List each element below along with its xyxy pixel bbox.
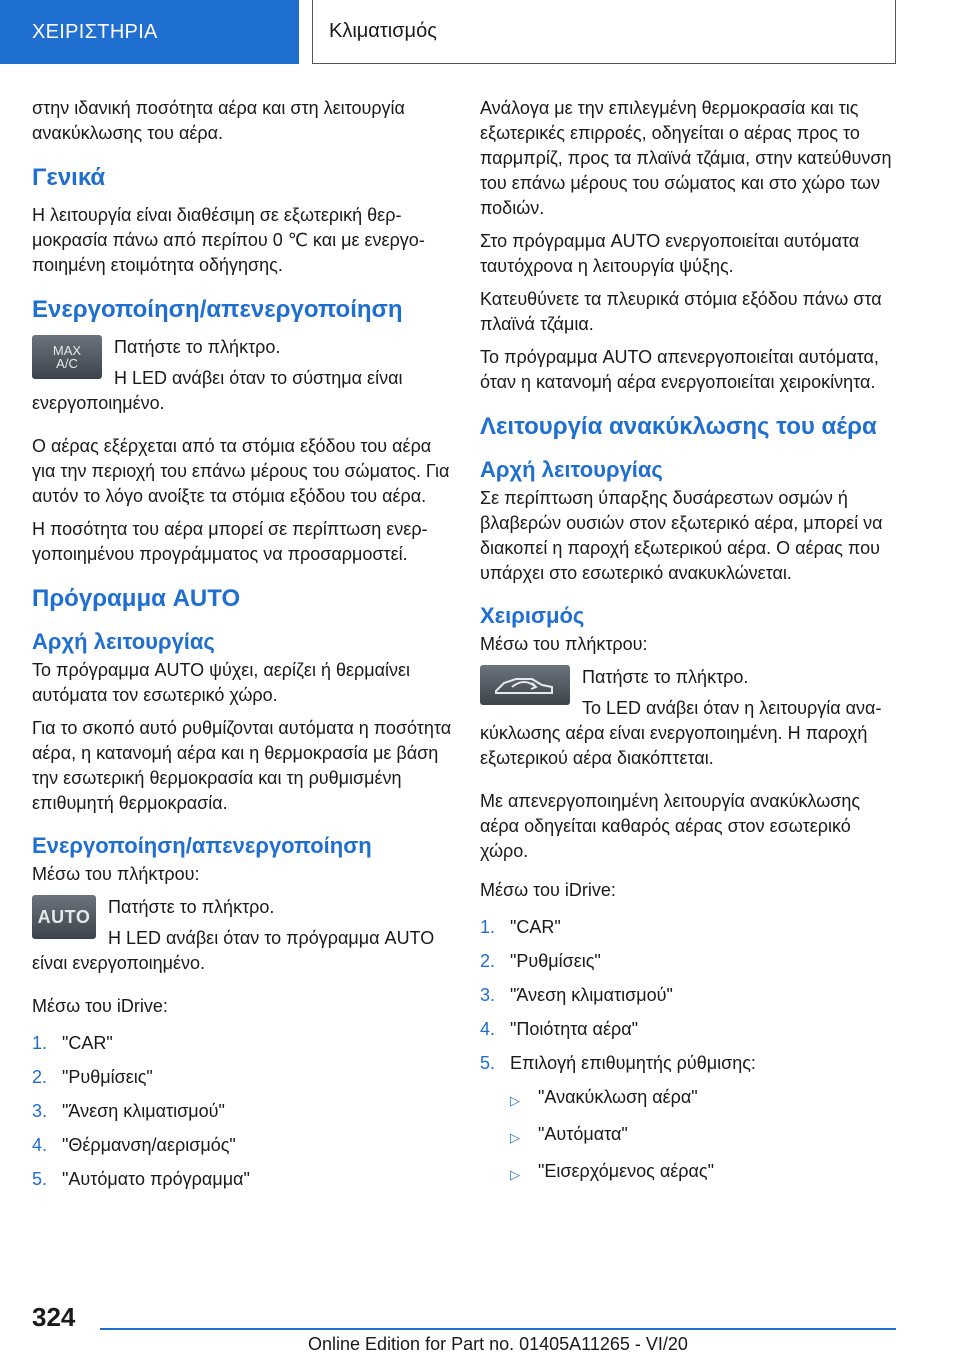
step-text: "Άνεση κλιματισμού" xyxy=(510,985,673,1005)
paragraph: Με απενεργοποιημένη λειτουργία ανακύκλωσης αέρα οδηγείται καθαρός αέρας στον εσωτερικό χώρο. xyxy=(480,791,861,861)
triangle-bullet-icon: ▷ xyxy=(510,1167,520,1182)
paragraph: Η λειτουργία είναι διαθέσιμη σε εξωτερική θερμοκρασία πάνω από περίπου 0 ℃ και με ενεργοποιημένη ετοιμότητα οδήγησης. xyxy=(32,205,425,275)
paragraph: Η LED ανάβει όταν το πρόγραμμα AUTO είναι ενεργοποιημένο. xyxy=(32,928,435,973)
list-item xyxy=(32,1167,452,1192)
step-number: 5. xyxy=(480,1053,496,1073)
list-item xyxy=(510,1159,900,1187)
list-item xyxy=(32,1065,452,1090)
paragraph: στην ιδανική ποσότητα αέρα και στη λειτουργία ανακύκλωσης του αέρα. xyxy=(32,98,405,143)
chapter-title: Κλιματισμός xyxy=(329,20,437,42)
list-item xyxy=(480,1017,900,1042)
paragraph: Το πρόγραμμα AUTO απενεργοποιείται αυτόματα, όταν η κατανομή αέρα ενεργοποιείται χειροκίνητα. xyxy=(480,347,879,392)
auto-label: AUTO xyxy=(37,906,91,927)
paragraph: Πατήστε το πλήκτρο. xyxy=(114,337,281,357)
step-text: "Ρυθμίσεις" xyxy=(510,951,601,971)
step-text: "Αυτόματο πρόγραμμα" xyxy=(62,1169,250,1189)
heading-general: Γενικά xyxy=(32,164,106,191)
step-number: 4. xyxy=(32,1135,48,1155)
step-number: 2. xyxy=(32,1067,48,1087)
step-text: "Ποιότητα αέρα" xyxy=(510,1019,639,1039)
heading-operation: Χειρισμός xyxy=(480,603,585,628)
paragraph: Το πρόγραμμα AUTO ψύχει, αερίζει ή θερμαίνει αυτόματα τον εσωτερικό χώρο. xyxy=(32,660,411,705)
paragraph: Στο πρόγραμμα AUTO ενεργοποιείται αυτόματα ταυτόχρονα η λειτουργία ψύξης. xyxy=(480,231,860,276)
heading-activation: Ενεργοποίηση/απενεργοποίηση xyxy=(32,833,372,858)
section-tab xyxy=(0,0,299,64)
paragraph: Πατήστε το πλήκτρο. xyxy=(582,667,749,687)
step-number: 2. xyxy=(480,951,496,971)
list-item xyxy=(510,1122,900,1150)
auto-button-block xyxy=(32,895,452,982)
paragraph: Ανάλογα με την επιλεγμένη θερμοκρασία και τις εξωτερικές επιρροές, οδηγείται ο αέρας προς το παρμπρίζ, προς τα πλαϊνά τζάμια, στην κατεύθυνση του επάνω μέρους του σώματος και στο χώρο των ποδιών. xyxy=(480,98,892,218)
step-number: 1. xyxy=(480,917,496,937)
recirculation-icon xyxy=(490,671,560,699)
step-text: Επιλογή επιθυμητής ρύθμισης: xyxy=(510,1053,756,1073)
step-text: "CAR" xyxy=(62,1033,113,1053)
idrive-steps-list xyxy=(480,915,900,1076)
step-text: "Άνεση κλιματισμού" xyxy=(62,1101,225,1121)
paragraph: Μέσω του iDrive: xyxy=(480,880,616,900)
paragraph: Ο αέρας εξέρχεται από τα στόμια εξόδου του αέρα για την περιοχή του επάνω μέρους του σώματος. Για αυτόν το λόγο ανοίξτε τα στόμια εξόδου του αέρα. xyxy=(32,436,450,506)
heading-auto-program: Πρόγραμμα AUTO xyxy=(32,585,241,612)
paragraph: Μέσω του πλήκτρου: xyxy=(480,634,648,654)
paragraph: Η LED ανάβει όταν το σύστημα είναι ενεργοποιημένο. xyxy=(32,368,403,413)
max-ac-button-icon xyxy=(32,335,102,379)
setting-options-list xyxy=(510,1085,900,1187)
section-title: ΧΕΙΡΙΣΤΗΡΙΑ xyxy=(32,20,158,43)
list-item xyxy=(32,1031,452,1056)
heading-activation: Ενεργοποίηση/απενεργοποίηση xyxy=(32,296,403,323)
step-number: 1. xyxy=(32,1033,48,1053)
list-item xyxy=(480,915,900,940)
heading-principle: Αρχή λειτουργίας xyxy=(480,457,663,482)
option-text: "Ανακύκλωση αέρα" xyxy=(538,1087,698,1107)
list-item xyxy=(32,1133,452,1158)
list-item xyxy=(510,1085,900,1113)
page-number: 324 xyxy=(32,1302,76,1332)
option-text: "Αυτόματα" xyxy=(538,1124,628,1144)
step-number: 4. xyxy=(480,1019,496,1039)
option-text: "Εισερχόμενος αέρας" xyxy=(538,1161,714,1181)
chapter-tab xyxy=(312,0,896,64)
max-ac-label: MAX A/C xyxy=(52,343,82,371)
step-number: 5. xyxy=(32,1169,48,1189)
heading-principle: Αρχή λειτουργίας xyxy=(32,629,215,654)
list-item xyxy=(480,1051,900,1076)
recirc-button-block xyxy=(480,665,900,777)
triangle-bullet-icon: ▷ xyxy=(510,1093,520,1108)
list-item xyxy=(32,1099,452,1124)
idrive-steps-list xyxy=(32,1031,452,1192)
paragraph: Για το σκοπό αυτό ρυθμίζονται αυτόματα η ποσότητα αέρα, η κατανομή αέρα και η θερμοκρασία με βάση την εσωτερική θερμοκρασία και τη ρυθμισμένη επιθυμητή θερμοκρασία. xyxy=(32,718,452,813)
paragraph: Κατευθύνετε τα πλευρικά στόμια εξόδου πάνω στα πλαϊνά τζάμια. xyxy=(480,289,882,334)
edition-note: Online Edition for Part no. 01405A11265 - VI/20 xyxy=(308,1334,688,1354)
step-text: "Ρυθμίσεις" xyxy=(62,1067,153,1087)
step-number: 3. xyxy=(480,985,496,1005)
recirculation-button-icon xyxy=(480,665,570,705)
step-text: "Θέρμανση/αερισμός" xyxy=(62,1135,236,1155)
step-number: 3. xyxy=(32,1101,48,1121)
triangle-bullet-icon: ▷ xyxy=(510,1130,520,1145)
step-text: "CAR" xyxy=(510,917,561,937)
auto-button-icon xyxy=(32,895,96,939)
maxac-button-block xyxy=(32,335,452,422)
left-column xyxy=(32,96,452,1201)
right-column xyxy=(480,96,900,1196)
paragraph: Το LED ανάβει όταν η λειτουργία ανακύκλωσης αέρα είναι ενεργοποιημένη. Η παροχή εξωτερικού αέρα διακόπτεται. xyxy=(480,698,882,768)
list-item xyxy=(480,983,900,1008)
paragraph: Πατήστε το πλήκτρο. xyxy=(108,897,275,917)
paragraph: Σε περίπτωση ύπαρξης δυσάρεστων οσμών ή βλαβερών ουσιών στον εξωτερικό αέρα, μπορεί να διακοπεί η παροχή εξωτερικού αέρα. Ο αέρας που υπάρχει στο εσωτερικό ανακυκλώνεται. xyxy=(480,488,883,583)
heading-recirculation: Λειτουργία ανακύκλωσης του αέρα xyxy=(480,413,877,440)
paragraph: Μέσω του πλήκτρου: xyxy=(32,864,200,884)
paragraph: Μέσω του iDrive: xyxy=(32,996,168,1016)
footer-divider xyxy=(100,1328,896,1330)
list-item xyxy=(480,949,900,974)
paragraph: Η ποσότητα του αέρα μπορεί σε περίπτωση ενεργοποιημένου προγράμματος να προσαρμοστεί. xyxy=(32,519,428,564)
